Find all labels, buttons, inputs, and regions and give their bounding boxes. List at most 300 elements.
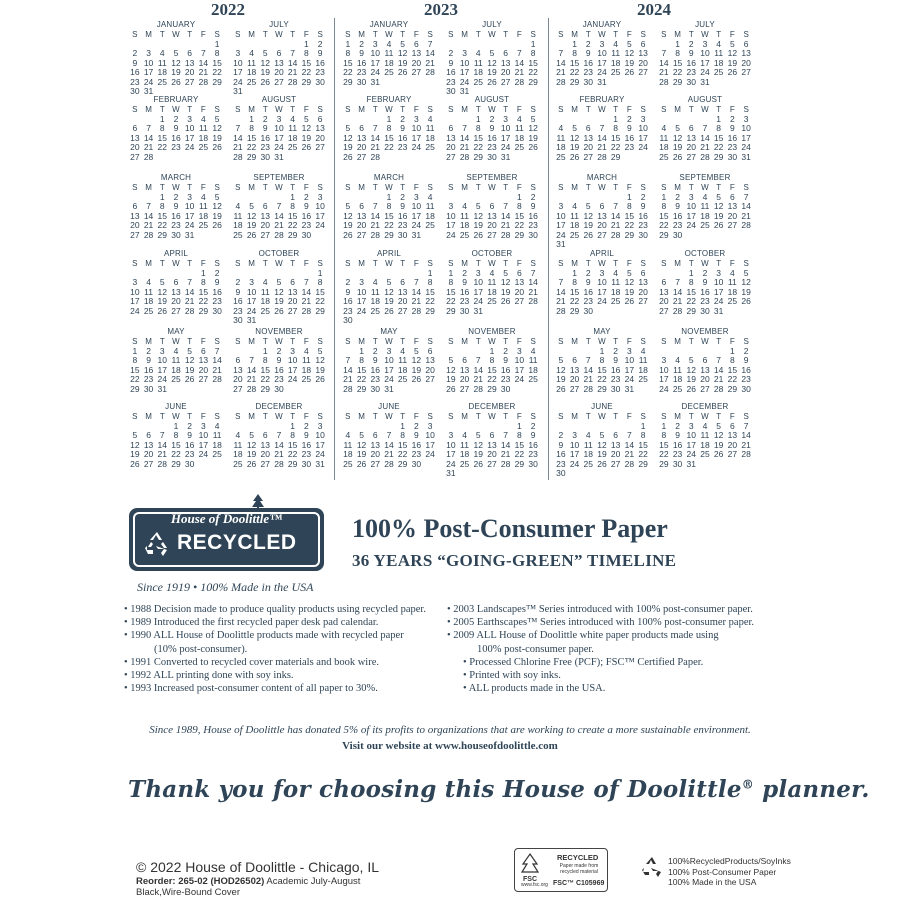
weekday-label: S	[661, 30, 667, 39]
month-september	[444, 173, 540, 240]
day-cell: 3	[249, 277, 254, 287]
day-cell: 5	[503, 267, 509, 278]
day-cell: 10	[287, 355, 298, 365]
day-cell: 1	[730, 345, 735, 356]
day-cell: 20	[500, 67, 511, 77]
day-cell: 19	[301, 132, 312, 143]
timeline-item: • 1988 Decision made to produce quality products using recycled paper.	[124, 604, 426, 615]
month-february	[128, 95, 224, 162]
day-cell: 31	[370, 76, 380, 87]
day-cell: 3	[187, 191, 193, 202]
day-cell: 10	[659, 364, 669, 375]
day-cell: 18	[638, 364, 648, 375]
day-cell: 19	[624, 57, 635, 68]
weekday-label: F	[200, 105, 206, 114]
day-cell: 22	[130, 374, 140, 384]
day-cell: 6	[730, 191, 735, 202]
month-september	[231, 173, 327, 240]
day-cell: 21	[246, 374, 257, 384]
day-cell: 4	[585, 430, 591, 440]
day-cell: 6	[262, 430, 268, 440]
day-cell: 1	[448, 267, 454, 278]
day-cell: 21	[741, 210, 751, 221]
day-cell: 25	[171, 374, 181, 384]
day-cell: 9	[640, 201, 646, 211]
day-cell: 20	[610, 449, 621, 459]
day-cell: 6	[132, 201, 138, 211]
day-cell: 10	[624, 355, 635, 365]
day-cell: 16	[672, 210, 683, 221]
weekday-label: W	[385, 259, 393, 268]
day-cell	[286, 385, 300, 395]
day-cell: 26	[624, 67, 635, 77]
day-cell	[183, 153, 197, 163]
day-cell	[726, 78, 740, 88]
day-cell: 9	[173, 123, 179, 133]
day-cell	[513, 153, 527, 163]
day-cell: 12	[487, 57, 497, 68]
weekday-label: T	[475, 259, 481, 268]
month-june	[341, 402, 437, 469]
day-cell: 14	[556, 286, 566, 297]
day-cell: 24	[597, 296, 607, 306]
day-cell: 17	[198, 439, 209, 450]
weekday-label: S	[448, 105, 454, 114]
day-cell: 17	[659, 374, 669, 384]
weekday-label: S	[530, 259, 536, 268]
weekday-label: F	[516, 105, 522, 114]
weekday-label: F	[516, 259, 522, 268]
day-cell: 1	[675, 38, 680, 49]
weekday-label: T	[187, 105, 193, 114]
headline: 100% Post-Consumer Paper	[352, 514, 668, 543]
day-cell: 30	[528, 458, 538, 469]
day-cell: 13	[446, 132, 456, 143]
day-cell: 30	[672, 229, 683, 240]
day-cell	[423, 78, 437, 88]
weekday-label: S	[317, 259, 323, 268]
day-cell: 26	[741, 296, 751, 306]
day-cell: 5	[317, 345, 323, 356]
day-cell	[623, 78, 637, 88]
weekday-label: M	[145, 412, 152, 421]
day-cell: 18	[459, 449, 470, 459]
weekday-label: T	[290, 259, 296, 268]
weekday-label: S	[530, 337, 536, 346]
day-cell: 18	[397, 364, 408, 375]
month-name: MAY	[593, 327, 611, 336]
day-cell: 10	[143, 57, 154, 68]
week-row	[444, 297, 540, 307]
day-cell: 30	[459, 305, 470, 316]
day-cell: 14	[741, 430, 751, 440]
day-cell: 20	[741, 57, 751, 68]
fsc-description: Paper made from recycled material	[559, 863, 599, 875]
day-cell: 8	[661, 430, 667, 440]
month-october	[231, 249, 327, 326]
day-cell	[698, 460, 712, 470]
weekday-label: T	[613, 337, 619, 346]
weekday-label: T	[372, 30, 378, 39]
day-cell: 26	[246, 229, 257, 240]
weekday-label: T	[613, 259, 619, 268]
day-cell: 8	[448, 277, 454, 287]
day-cell	[396, 316, 410, 326]
day-cell: 18	[260, 296, 270, 306]
day-cell: 11	[233, 210, 243, 221]
day-cell: 17	[143, 67, 154, 77]
month-name: APRIL	[163, 249, 189, 258]
day-cell: 7	[372, 123, 378, 133]
day-cell: 29	[514, 229, 525, 240]
weekday-label: M	[358, 183, 365, 192]
day-cell: 15	[659, 439, 669, 450]
day-cell: 22	[287, 449, 298, 459]
day-cell: 7	[743, 420, 749, 431]
day-cell: 20	[370, 449, 380, 459]
month-grid	[657, 183, 753, 240]
day-cell	[197, 231, 211, 241]
day-cell: 10	[411, 201, 422, 211]
day-cell: 20	[287, 296, 298, 306]
day-cell: 26	[184, 374, 195, 384]
day-cell: 27	[130, 229, 140, 240]
day-cell: 22	[157, 142, 167, 152]
day-cell	[609, 78, 623, 88]
day-cell: 20	[130, 142, 140, 152]
month-january	[341, 20, 437, 87]
day-cell: 6	[503, 48, 509, 58]
day-cell: 19	[713, 210, 724, 221]
day-cell: 24	[446, 229, 456, 240]
day-cell: 30	[638, 229, 648, 240]
day-cell: 5	[159, 277, 165, 287]
day-cell: 15	[198, 286, 209, 297]
recycle-icon	[143, 530, 171, 558]
day-cell: 7	[599, 123, 605, 133]
day-cell: 28	[198, 76, 209, 87]
month-grid	[554, 337, 650, 394]
week-row	[231, 316, 327, 326]
day-cell: 6	[262, 201, 268, 211]
weekday-label: S	[132, 105, 138, 114]
day-cell: 1	[475, 113, 481, 124]
day-cell: 23	[143, 374, 154, 384]
day-cell: 30	[343, 315, 353, 325]
week-row	[444, 469, 540, 479]
day-cell: 15	[315, 286, 325, 297]
day-cell: 6	[187, 48, 193, 58]
day-cell: 6	[427, 345, 433, 356]
day-cell: 4	[475, 48, 481, 58]
day-cell: 7	[743, 191, 749, 202]
week-row	[341, 460, 437, 470]
day-cell: 6	[173, 277, 179, 287]
month-name: FEBRUARY	[153, 95, 199, 104]
day-cell: 13	[638, 277, 648, 287]
month-name: JANUARY	[156, 20, 196, 29]
weekday-label: S	[427, 259, 433, 268]
day-cell: 9	[304, 430, 309, 440]
day-cell: 9	[530, 201, 536, 211]
day-cell: 27	[659, 305, 669, 316]
day-cell: 4	[372, 277, 378, 287]
day-cell: 15	[356, 364, 367, 375]
weekday-label: T	[503, 337, 509, 346]
day-cell: 18	[233, 449, 243, 459]
day-cell: 23	[184, 449, 195, 459]
weekday-label: S	[558, 337, 564, 346]
weekday-label: F	[413, 259, 419, 268]
day-cell: 11	[611, 277, 621, 287]
day-cell: 30	[583, 305, 593, 316]
day-cell: 4	[572, 201, 577, 211]
day-cell: 12	[473, 439, 483, 450]
day-cell: 13	[260, 439, 270, 450]
day-cell: 8	[386, 123, 392, 133]
weekday-label: S	[235, 105, 241, 114]
weekday-label: T	[372, 337, 378, 346]
weekday-label: W	[488, 412, 496, 421]
day-cell: 28	[233, 151, 243, 162]
day-cell: 11	[260, 286, 270, 297]
day-cell: 27	[727, 220, 738, 230]
month-grid	[128, 30, 224, 97]
day-cell: 23	[741, 374, 751, 384]
day-cell: 30	[528, 229, 538, 240]
day-cell	[169, 153, 183, 163]
day-cell: 27	[487, 229, 497, 240]
month-grid	[444, 259, 540, 316]
day-cell: 17	[287, 364, 298, 375]
day-cell: 22	[315, 296, 325, 306]
day-cell: 27	[397, 305, 408, 316]
day-cell: 11	[583, 439, 593, 450]
weekday-label: T	[688, 412, 694, 421]
weekday-label: T	[716, 337, 722, 346]
day-cell: 1	[489, 345, 495, 356]
day-cell: 13	[487, 210, 497, 221]
day-cell: 1	[427, 267, 433, 278]
weekday-label: S	[214, 105, 220, 114]
day-cell: 20	[397, 296, 408, 306]
month-name: APRIL	[589, 249, 615, 258]
day-cell: 7	[214, 345, 220, 356]
day-cell: 28	[212, 374, 222, 384]
day-cell: 29	[260, 383, 270, 394]
day-cell: 9	[304, 201, 309, 211]
day-cell: 14	[583, 364, 593, 375]
day-cell: 17	[384, 364, 394, 375]
day-cell: 27	[356, 229, 367, 240]
day-cell: 31	[459, 86, 470, 96]
weekday-label: W	[488, 337, 496, 346]
weekday-label: M	[674, 259, 681, 268]
day-cell: 5	[262, 48, 268, 58]
weekday-label: M	[571, 337, 578, 346]
day-cell: 10	[686, 430, 696, 440]
day-cell: 23	[370, 374, 380, 384]
reorder-label: Reorder: 265-02 (HOD26502)	[136, 876, 265, 887]
day-cell: 24	[143, 76, 154, 87]
weekday-label: S	[640, 412, 646, 421]
weekday-label: S	[743, 337, 749, 346]
month-october	[657, 249, 753, 316]
weekday-label: M	[358, 337, 365, 346]
day-cell: 13	[597, 210, 607, 221]
day-cell: 21	[610, 220, 621, 230]
month-grid	[231, 105, 327, 162]
day-cell: 5	[627, 38, 632, 49]
month-name: FEBRUARY	[579, 95, 625, 104]
day-cell: 4	[214, 420, 220, 431]
day-cell: 31	[384, 383, 394, 394]
day-cell: 13	[741, 48, 751, 58]
week-row	[341, 231, 437, 241]
day-cell: 18	[727, 286, 738, 297]
day-cell: 25	[638, 374, 648, 384]
day-cell: 15	[569, 286, 580, 297]
day-cell: 3	[414, 191, 419, 202]
day-cell: 28	[610, 229, 621, 240]
day-cell: 16	[274, 364, 284, 375]
day-cell: 27	[425, 374, 435, 384]
weekday-label: S	[640, 30, 646, 39]
day-cell	[396, 385, 410, 395]
month-july	[657, 20, 753, 87]
day-cell: 2	[675, 420, 680, 431]
day-cell: 12	[315, 355, 325, 365]
week-row	[128, 375, 224, 385]
day-cell: 13	[287, 286, 298, 297]
day-cell: 27	[700, 383, 710, 394]
day-cell: 15	[713, 132, 724, 143]
day-cell: 17	[184, 210, 195, 221]
day-cell	[623, 307, 637, 317]
weekday-label: M	[674, 183, 681, 192]
day-cell: 16	[610, 364, 621, 375]
day-cell: 24	[597, 67, 607, 77]
day-cell: 31	[700, 76, 710, 87]
day-cell: 5	[132, 430, 138, 440]
day-cell: 23	[397, 220, 408, 230]
day-cell: 26	[500, 296, 511, 306]
day-cell: 28	[583, 383, 593, 394]
weekday-label: T	[400, 259, 406, 268]
day-cell: 21	[624, 449, 635, 459]
day-cell: 22	[301, 67, 312, 77]
day-cell: 24	[411, 142, 422, 152]
day-cell: 14	[610, 210, 621, 221]
day-cell	[636, 78, 650, 88]
week-row	[341, 316, 437, 326]
day-cell: 13	[356, 132, 367, 143]
weekday-label: F	[413, 412, 419, 421]
week-row	[657, 221, 753, 231]
day-cell: 26	[446, 383, 456, 394]
day-cell: 18	[459, 220, 470, 230]
day-cell: 24	[184, 142, 195, 152]
week-row	[341, 307, 437, 317]
day-cell: 14	[514, 57, 525, 68]
day-cell: 30	[184, 458, 195, 469]
month-january	[554, 20, 650, 87]
day-cell: 17	[597, 286, 607, 297]
day-cell: 1	[640, 420, 646, 431]
weekday-label: F	[516, 30, 522, 39]
day-cell: 18	[198, 132, 209, 143]
week-row	[554, 297, 650, 307]
month-name: MARCH	[373, 173, 405, 182]
day-cell: 9	[585, 48, 591, 58]
weekday-label: F	[303, 30, 309, 39]
day-cell: 31	[246, 315, 257, 325]
day-cell: 29	[356, 383, 367, 394]
day-cell: 9	[743, 355, 749, 365]
day-cell: 30	[301, 229, 312, 240]
day-cell: 21	[370, 220, 380, 230]
day-cell: 14	[659, 57, 669, 68]
day-cell: 16	[260, 132, 270, 143]
month-december	[231, 402, 327, 469]
day-cell: 8	[517, 201, 522, 211]
day-cell: 8	[290, 430, 296, 440]
weekday-label: T	[716, 30, 722, 39]
day-cell: 7	[276, 430, 282, 440]
day-cell: 9	[503, 355, 509, 365]
fsc-code: FSC™ C105969	[553, 880, 605, 887]
weekday-label: W	[701, 412, 709, 421]
day-cell: 25	[157, 76, 167, 87]
day-cell	[382, 153, 396, 163]
weekday-label: S	[661, 105, 667, 114]
weekday-label: T	[475, 337, 481, 346]
day-cell: 14	[556, 57, 566, 68]
day-cell: 2	[317, 38, 323, 49]
day-cell: 31	[315, 458, 325, 469]
weekday-label: W	[488, 259, 496, 268]
day-cell: 26	[727, 67, 738, 77]
day-cell: 29	[638, 458, 648, 469]
day-cell: 10	[597, 48, 607, 58]
day-cell	[368, 316, 382, 326]
day-cell: 6	[730, 420, 735, 431]
weekday-label: T	[372, 183, 378, 192]
day-cell: 22	[287, 220, 298, 230]
day-cell: 2	[372, 345, 378, 356]
day-cell: 11	[473, 57, 483, 68]
day-cell: 5	[489, 48, 495, 58]
day-cell: 24	[411, 220, 422, 230]
day-cell: 5	[214, 191, 220, 202]
day-cell: 21	[500, 220, 511, 230]
day-cell	[726, 307, 740, 317]
day-cell: 12	[343, 132, 353, 143]
day-cell: 21	[459, 142, 470, 152]
day-cell: 28	[343, 383, 353, 394]
day-cell: 10	[569, 439, 580, 450]
month-december	[444, 402, 540, 479]
day-cell: 10	[741, 123, 751, 133]
day-cell	[382, 316, 396, 326]
day-cell: 23	[727, 142, 738, 152]
day-cell: 6	[146, 430, 151, 440]
website-link[interactable]: Visit our website at www.houseofdoolittle.com	[342, 740, 558, 752]
day-cell: 11	[370, 286, 380, 297]
weekday-label: M	[674, 337, 681, 346]
day-cell: 31	[713, 305, 724, 316]
weekday-label: W	[172, 30, 180, 39]
